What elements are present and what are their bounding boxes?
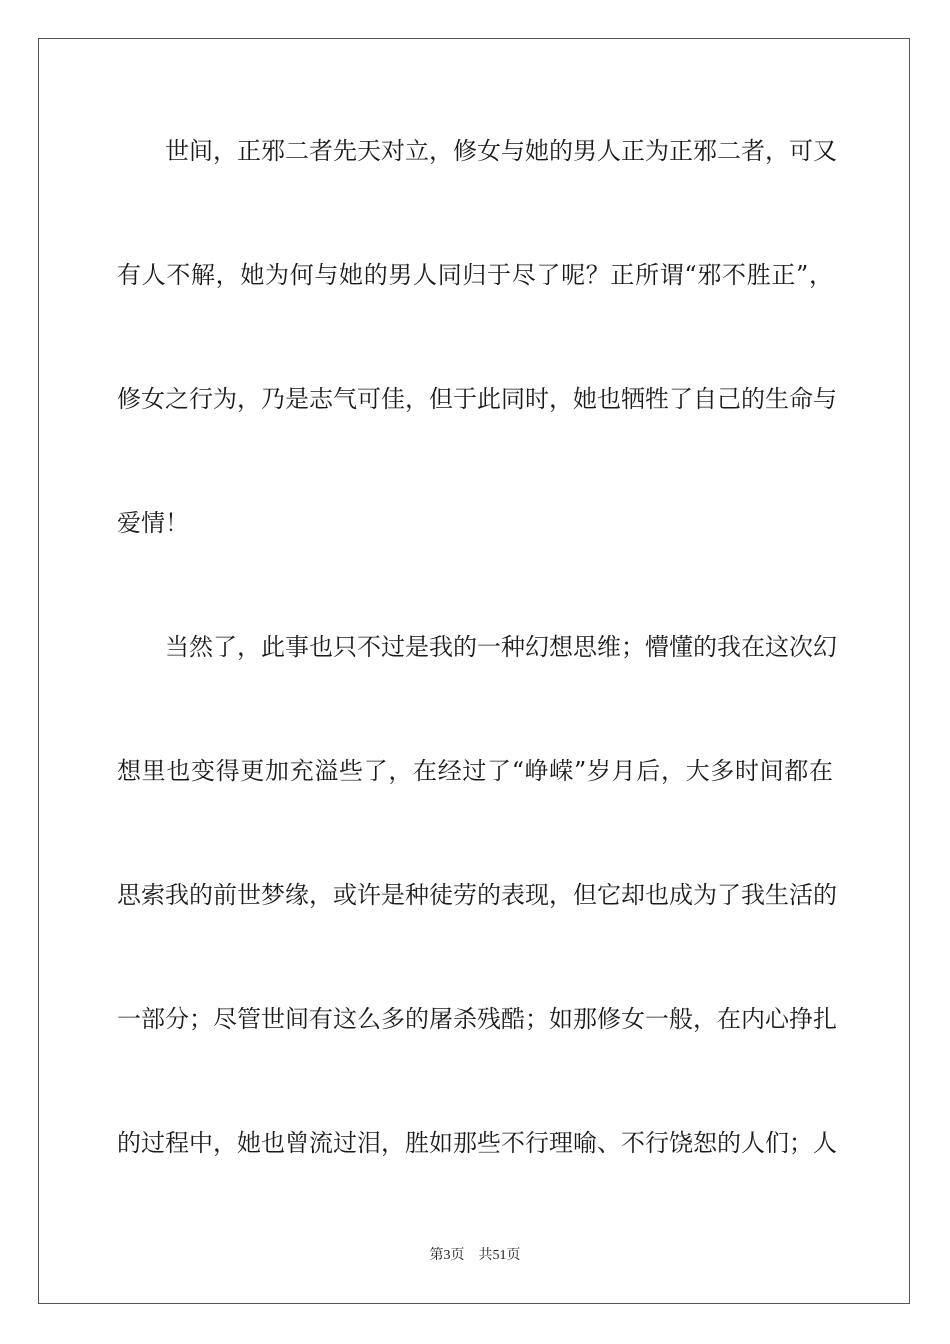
page-number: 第3页: [429, 1248, 465, 1263]
page-total: 共51页: [478, 1248, 521, 1263]
paragraph-2-line-3: 思索我的前世梦缘，或许是种徒劳的表现，但它却也成为了我生活的: [117, 881, 837, 909]
paragraph-1-line-3: 修女之行为，乃是志气可佳，但于此同时，她也牺牲了自己的生命与: [117, 385, 837, 413]
paragraph-1-line-4: 爱情！: [117, 509, 189, 537]
paragraph-1-line-2: 有人不解，她为何与她的男人同归于尽了呢？正所谓“邪不胜正”，: [117, 261, 833, 289]
page-border: [38, 38, 910, 1304]
paragraph-2-line-4: 一部分；尽管世间有这么多的屠杀残酷；如那修女一般，在内心挣扎: [117, 1005, 837, 1033]
paragraph-2-line-5: 的过程中，她也曾流过泪，胜如那些不行理喻、不行饶恕的人们；人: [117, 1129, 837, 1157]
page-footer: [0, 1247, 950, 1265]
paragraph-1-line-1: 世间，正邪二者先天对立，修女与她的男人正为正邪二者，可又: [165, 137, 837, 165]
paragraph-2-line-1: 当然了，此事也只不过是我的一种幻想思维；懵懂的我在这次幻: [165, 633, 837, 661]
paragraph-2-line-2: 想里也变得更加充溢些了，在经过了“峥嵘”岁月后，大多时间都在: [117, 757, 833, 785]
